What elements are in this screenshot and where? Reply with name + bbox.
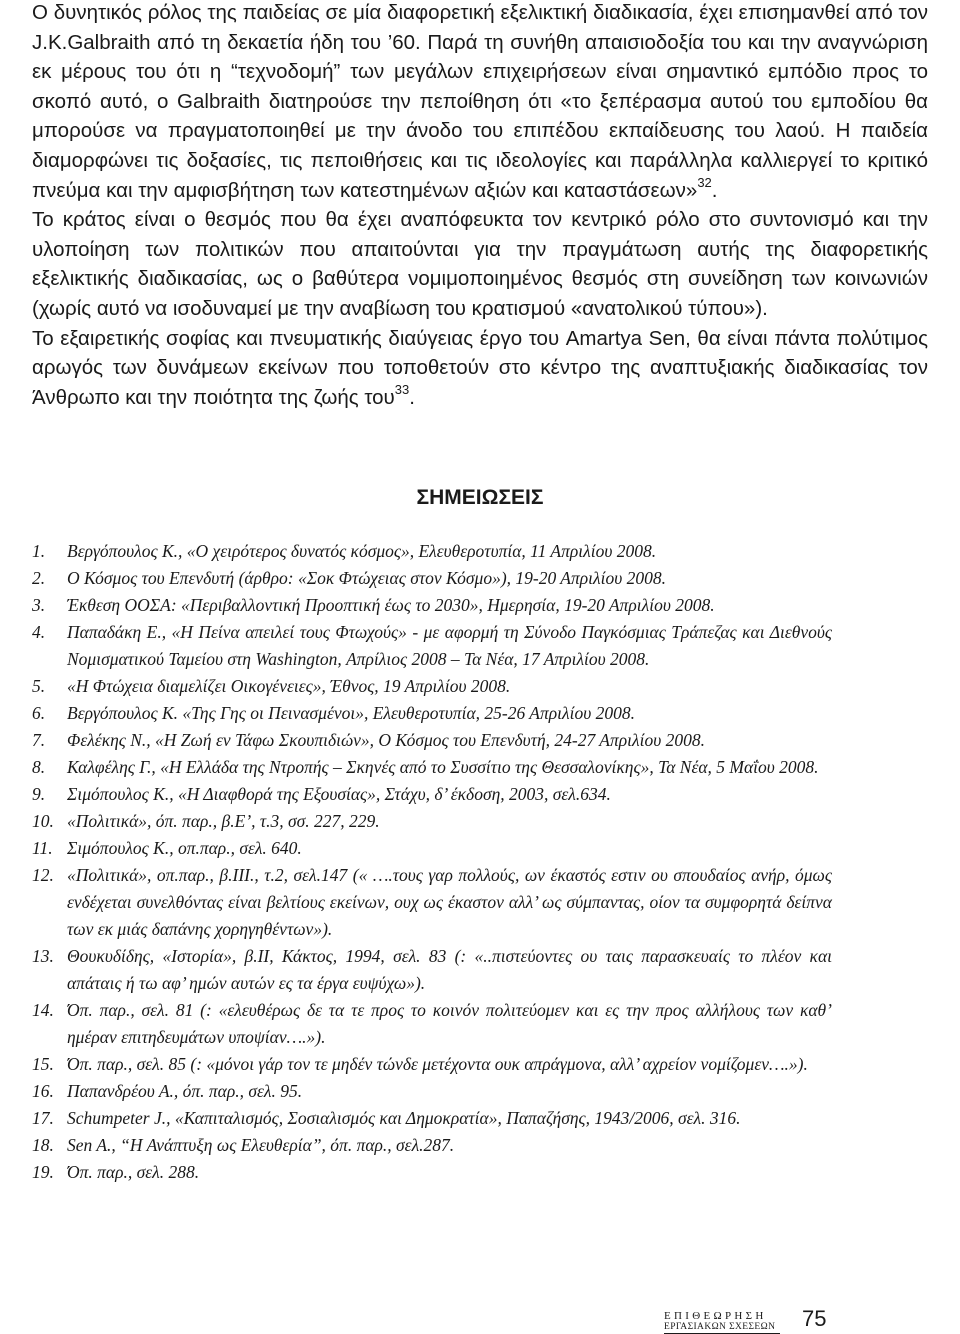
note-item: 3. Έκθεση ΟΟΣΑ: «Περιβαλλοντική Προοπτική έως το 2030», Ημερησία, 19-20 Απριλίου 2008. bbox=[32, 595, 715, 615]
journal-subtitle: ΕΡΓΑΣΙΑΚΩΝ ΣΧΕΣΕΩΝ bbox=[664, 1322, 776, 1332]
note-item: 17. Schumpeter J., «Καπιταλισμός, Σοσιαλισμός και Δημοκρατία», Παπαζήσης, 1943/2006, σελ. 316. bbox=[32, 1108, 741, 1128]
note-item: 13. Θουκυδίδης, «Ιστορία», β.ΙΙ, Κάκτος, 1994, σελ. 83 (: «..πιστεύοντες ου ταις παρασκευαίς το πλέον και απάταις ή τω αφ’ ημών αυτών ες τα έργα ευψύχω»). bbox=[32, 946, 832, 993]
note-item: 2. Ο Κόσμος του Επενδυτή (άρθρο: «Σοκ Φτώχειας στον Κόσμο»), 19-20 Απριλίου 2008. bbox=[32, 568, 666, 588]
note-item: 6. Βεργόπουλος Κ. «Της Γης οι Πεινασμένοι», Ελευθεροτυπία, 25-26 Απριλίου 2008. bbox=[32, 703, 635, 723]
footnote-ref-32[interactable]: 32 bbox=[697, 174, 712, 190]
footnote-ref-33[interactable]: 33 bbox=[394, 381, 410, 397]
note-item: 8. Καλφέλης Γ., «Η Ελλάδα της Ντροπής – Σκηνές από το Συσσίτιο της Θεσσαλονίκης», Τα Νέα, 5 Μαΐου 2008. bbox=[32, 757, 819, 777]
note-item: 1. Βεργόπουλος Κ., «Ο χειρότερος δυνατός κόσμος», Ελευθεροτυπία, 11 Απριλίου 2008. bbox=[32, 541, 657, 561]
note-item: 18. Sen A., “Η Ανάπτυξη ως Ελευθερία”, όπ. παρ., σελ.287. bbox=[32, 1135, 455, 1155]
note-item: 16. Παπανδρέου Α., όπ. παρ., σελ. 95. bbox=[32, 1081, 303, 1101]
notes-heading: ΣΗΜΕΙΩΣΕΙΣ bbox=[416, 486, 544, 509]
note-item: 11. Σιμόπουλος Κ., οπ.παρ., σελ. 640. bbox=[32, 838, 302, 858]
note-item: 9. Σιμόπουλος Κ., «Η Διαφθορά της Εξουσίας», Στάχυ, δ’ έκδοση, 2003, σελ.634. bbox=[32, 784, 611, 804]
paragraph-state: Το κράτος είναι ο θεσμός που θα έχει αναπόφευκτα τον κεντρικό ρόλο στο συντονισμό και την υλοποίηση των πολιτικών που απαιτούνται για την πραγμάτωση αυτής της διαφορετικής εξελικτικής διαδικασίας, ως ο βαθύτερα νομιμοποιημένος θεσμός στη συνείδηση των κοινωνιών (χωρίς αυτό να ισοδυναμεί με την αναβίωση του κρατισμού «ανατολικού τύπου»). bbox=[32, 208, 928, 320]
note-item: 15. Όπ. παρ., σελ. 85 (: «μόνοι γάρ τον τε μηδέν τώνδε μετέχοντα ουκ απράγμονα, αλλ’ αχρείον νομίζομεν….»). bbox=[32, 1054, 808, 1074]
note-item: 7. Φελέκης Ν., «Η Ζωή εν Τάφω Σκουπιδιών», Ο Κόσμος του Επενδυτή, 24-27 Απριλίου 2008. bbox=[32, 730, 705, 750]
journal-title: ΕΠΙΘΕΩΡΗΣΗ bbox=[664, 1310, 767, 1322]
note-item: 14. Όπ. παρ., σελ. 81 (: «ελευθέρως δε τα τε προς το κοινόν πολιτεύομεν και ες την προς αλλήλους των καθ’ ημέραν επιτηδευμάτων υποψίαν….»). bbox=[32, 1000, 832, 1047]
body-text bbox=[32, 0, 928, 412]
page-number: 75 bbox=[802, 1306, 827, 1331]
paragraph-sen: Το εξαιρετικής σοφίας και πνευματικής διαύγειας έργο του Amartya Sen, θα είναι πάντα πολύτιμος αρωγός των δυνάμεων εκείνων που τοποθετούν στο κέντρο της αναπτυξιακής διαδικασίας τον Άνθρωπο και την ποιότητα της ζωής του$^{33}$. bbox=[32, 326, 928, 409]
paragraph-galbraith: Ο δυνητικός ρόλος της παιδείας σε μία διαφορετική εξελικτική διαδικασία, έχει επισημανθεί από τον J.K.Galbraith από τη δεκαετία ήδη του ’60. Παρά τη συνήθη απαισιοδοξία του και την αναγνώριση εκ μέρους του ότι η “τεχνοδομή” των μεγάλων επιχειρήσεων είναι σημαντικό εμπόδιο προς το σκοπό αυτό, ο Galbraith διατηρούσε την πεποίθηση ότι «το ξεπέρασμα αυτού του εμποδίου θα μπορούσε να πραγματοποιηθεί με την άνοδο του επιπέδου εκπαίδευσης του λαού. Η παιδεία διαμορφώνει τις δοξασίες, τις πεποιθήσεις και τις ιδεολογίες και παράλληλα καλλιεργεί το κριτικό πνεύμα και την αμφισβήτηση των κατεστημένων αξιών και καταστάσεων»$^{32}$. bbox=[32, 1, 928, 202]
page-footer bbox=[664, 1306, 914, 1332]
notes-list bbox=[32, 538, 832, 1186]
note-item: 5. «Η Φτώχεια διαμελίζει Οικογένειες», Έθνος, 19 Απριλίου 2008. bbox=[32, 676, 511, 696]
note-item: 10. «Πολιτικά», όπ. παρ., β.Ε’, τ.3, σσ. 227, 229. bbox=[32, 811, 380, 831]
note-item: 19. Όπ. παρ., σελ. 288. bbox=[32, 1162, 200, 1182]
note-item: 4. Παπαδάκη Ε., «Η Πείνα απειλεί τους Φτωχούς» - με αφορμή τη Σύνοδο Παγκόσμιας Τράπεζας και Διεθνούς Νομισματικού Ταμείου στη Washington, Απρίλιος 2008 – Τα Νέα, 17 Απριλίου 2008. bbox=[32, 622, 832, 669]
note-item: 12. «Πολιτικά», οπ.παρ., β.ΙΙΙ., τ.2, σελ.147 (« ….τους γαρ πολλούς, ων έκαστός εστιν ου σπουδαίος ανήρ, όμως ενδέχεται συνελθόντας είναι βελτίους εκείνων, ουχ ως έκαστον αλλ’ ως σύμπαντας, οίον τα συμφορητά δείπνα των εκ μιάς δαπάνης χορηγηθέντων»). bbox=[32, 865, 832, 939]
